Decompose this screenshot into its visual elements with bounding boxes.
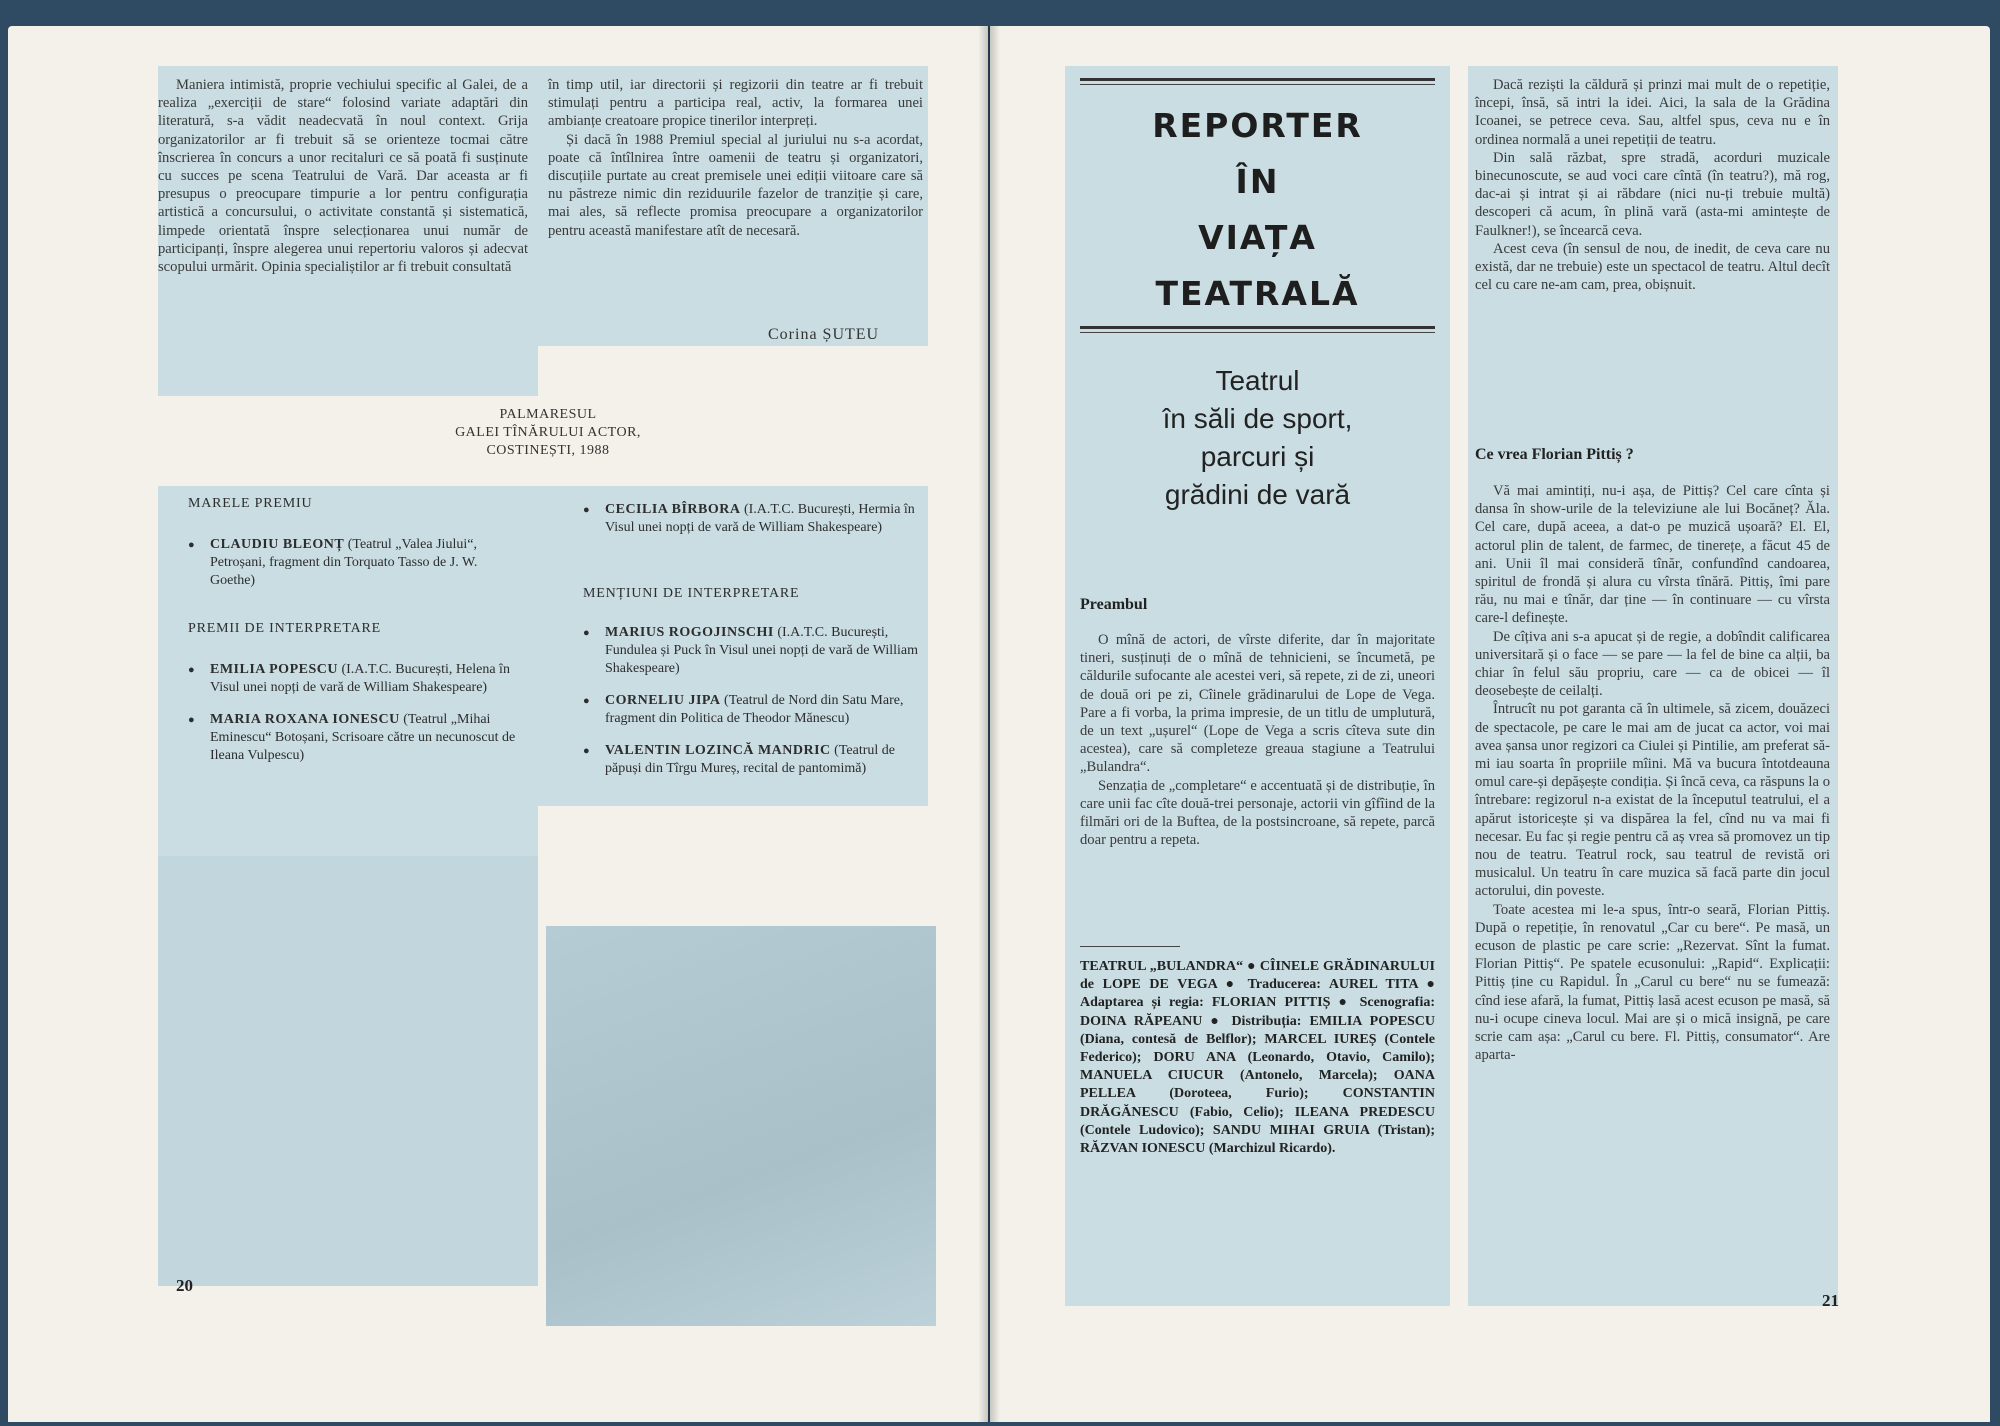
list-item: ● CECILIA BÎRBORA (I.A.T.C. București, Hermia în Visul unei nopți de vară de William Shakespeare) — [583, 501, 928, 537]
article-paragraph: Vă mai amintiți, nu-i așa, de Pittiș? Cel care cînta și dansa în show-urile de la televiziune ale lui Bocăneț? Ăla. Cel care, după aceea, a dat-o pe muzică ușoară? El. El, actorul plin de talent, de farmec, de tinerețe, a făcut 45 de ani. Unii îl mai consideră tînăr, confundînd candoarea, spiritul de frondă și alura cu vîrsta tînără. Pittiș, îmi pare rău, nu mai e tînăr, dar ține — în continuare — cu vîrsta care-l definește. — [1475, 483, 1830, 627]
palmares-header — [388, 406, 708, 460]
page-number-right: 21 — [1822, 1291, 1839, 1310]
list-item: ● EMILIA POPESCU (I.A.T.C. București, Helena în Visul unei nopți de vară de William Shakespeare) — [188, 661, 518, 697]
photo-left — [158, 856, 538, 1286]
list-item: ● CLAUDIU BLEONȚ (Teatrul „Valea Jiului“, Petroșani, fragment din Torquato Tasso de J. W. Goethe) — [188, 536, 518, 590]
section-title-line: VIAȚA — [1198, 218, 1317, 257]
preambul-heading: Preambul — [1080, 596, 1148, 613]
preambul-text — [1080, 631, 1435, 849]
article-paragraph: Și dacă în 1988 Premiul special al juriului nu s-a acordat, poate că întîlnirea între oamenii de teatru și organizatori, discuțiile purtate au creat premisele unei ediții viitoare care să nu păstreze nimic din reziduurile fazelor de tranziție și care, mai ales, să reflecte promisa preocupare a organizatorilor pentru această manifestare atît de necesară. — [548, 131, 923, 239]
premii-list-left — [188, 661, 518, 779]
premii-heading: PREMII DE INTERPRETARE — [188, 621, 382, 636]
col3-subheading: Ce vrea Florian Pittiș ? — [1475, 446, 1634, 463]
title-rule-top-thin — [1080, 84, 1435, 85]
article-col-1 — [158, 76, 528, 276]
article-title-line: grădini de vară — [1164, 479, 1351, 510]
article-paragraph: De cîțiva ani s-a apucat și de regie, a dobîndit calificarea universitară și o face — se pare — la fel de bine ca alții, ba chiar în felul său propriu, care — ca de obicei — îl deosebește de ceilalți. — [1475, 628, 1830, 700]
list-item: ● MARIA ROXANA IONESCU (Teatrul „Mihai Eminescu“ Botoșani, Scrisoare către un necunoscut de Ileana Vulpescu) — [188, 711, 518, 765]
article-paragraph: în timp util, iar directorii și regizorii din teatre ar fi trebuit stimulați pentru a participa real, activ, la formarea unei ambianțe creatoare propice tinerilor interpreți. — [548, 77, 923, 130]
marele-premiu-heading: MARELE PREMIU — [188, 496, 313, 511]
article-paragraph: Senzația de „completare“ e accentuată și de distribuție, în care unii fac cîte două-trei personaje, actorii vin gîfîind de la filmări ori de la Buftea, de la postsincroane, să repete, parcă doar pentru a repeta. — [1080, 777, 1435, 849]
article-paragraph: Toate acestea mi le-a spus, într-o seară, Florian Pittiș. După o repetiție, în renovatul „Car cu bere“. Pe masă, un ecuson de plastic pe care scrie: „Rezervat. Sînt la fumat. Florian Pittiș“. Pe spatele ecusonului: „Rapid“. Explicații: Pittiș ține cu Rapidul. În „Carul cu bere“ nu se fumează: cînd iese afară, la fumat, Pittiș lasă acest ecuson pe masă, să nu-i ocupe cineva locul. Mai are și o mică insignă, pe care scrie cam așa: „Carul cu bere. Fl. Pittiș, consumator“. Are aparta- — [1475, 901, 1830, 1064]
mentiuni-list — [583, 624, 928, 792]
section-title-line: REPORTER — [1152, 106, 1363, 145]
photo-right — [546, 926, 936, 1326]
article-title — [1080, 362, 1435, 514]
title-rule-top — [1080, 78, 1435, 81]
list-item: ● VALENTIN LOZINCĂ MANDRIC (Teatrul de păpuși din Tîrgu Mureș, recital de pantomimă) — [583, 742, 928, 778]
mentiuni-heading: MENȚIUNI DE INTERPRETARE — [583, 586, 800, 601]
premii-list-right — [583, 501, 928, 551]
article-paragraph: O mînă de actori, de vîrste diferite, dar în majoritate tineri, susținuți de o mînă de tehnicieni, se încumetă, pe căldurile sufocante ale acestei veri, să repete, zi de zi, uneori de două ori pe zi, Cîinele grădinarului de Lope de Vega. Pare a fi vorba, la prima impresie, de un titlu de umplutură, de un text „ușurel“ (Lope de Vega a scris cîteva sute din acestea), care să completeze greaua stagiune a Teatrului „Bulandra“. — [1080, 632, 1435, 776]
article-col-2 — [548, 76, 923, 240]
section-title — [1080, 98, 1435, 322]
article-paragraph: Dacă reziști la căldură și prinzi mai mult de o repetiție, începi, însă, să intri la idei. Aici, la sala de la Grădina Icoanei, se petrece ceva. Sau, altfel spus, ceva nu e în ordinea normală a unei repetiții de teatru. — [1475, 77, 1830, 148]
article-col-3-cont — [1475, 482, 1830, 1065]
author-signature: Corina ȘUTEU — [768, 326, 880, 343]
palmares-line-3: COSTINEȘTI, 1988 — [486, 443, 610, 458]
page-number-left: 20 — [176, 1276, 193, 1295]
section-title-line: TEATRALĂ — [1155, 274, 1360, 313]
list-item: ● CORNELIU JIPA (Teatrul de Nord din Satu Mare, fragment din Politica de Theodor Mănescu) — [583, 692, 928, 728]
credits-rule — [1080, 946, 1180, 947]
title-rule-bottom-thin — [1080, 332, 1435, 333]
palmares-line-2: GALEI TÎNĂRULUI ACTOR, — [455, 425, 641, 440]
marele-premiu-list — [188, 536, 518, 604]
article-paragraph: Întrucît nu pot garanta că în ultimele, să zicem, douăzeci de spectacole, pe care le mai am de jucat ca actor, voi mai avea șansa unor regizori ca Ciulei și Pintilie, am preferat să-mi iau soarta în propriile mîini. Mă va bucura întotdeauna omul care-și depășește condiția. Și încă ceva, ca răspuns la o întrebare: regizorul n-a existat de la începutul teatrului, el a apărut istoricește și va dispărea la fel, cînd nu va mai fi necesar. Eu fac și regie pentru că aș vrea să promovez un tip nou de teatru. Teatrul rock, sau teatrul de revistă ori musicalul. Un teatru în care muzica să facă parte din jocul actorului, din poveste. — [1475, 701, 1830, 900]
title-rule-bottom — [1080, 326, 1435, 329]
left-page — [8, 26, 988, 1422]
book-gutter — [978, 26, 1000, 1422]
article-paragraph: Din sală răzbat, spre stradă, acorduri muzicale binecunoscute, se aud voci care cîntă (în teatru?), mă rog, dac-ai și intrat și ai răbdare (nici nu-ți trebuie multă) descoperi că acum, în plină vară (asta-mi amintește de Faulkner!), se încearcă ceva. — [1475, 149, 1830, 239]
article-paragraph: Acest ceva (în sensul de nou, de inedit, de ceva care nu există, dar ne trebuie) este un spectacol de teatru. Altul decît cel cu care ne-am cam, prea, obișnuit. — [1475, 240, 1830, 294]
palmares-line-1: PALMARESUL — [499, 407, 597, 422]
article-col-3 — [1475, 76, 1830, 294]
right-page — [990, 26, 1990, 1422]
article-paragraph: Maniera intimistă, proprie vechiului specific al Galei, de a realiza „exerciții de stare“ folosind variate adaptări din literatură, s-a vădit neadecvată în noul context. Grija organizatorilor ar fi trebuit să se orienteze tocmai către înscrierea în concurs a unor recitaluri ce să poată fi susținute cu succes pe scena Teatrului de Vară. Dar aceasta ar fi presupus o preocupare timpurie a lor pentru configurația artistică a concursului, o activitate constantă și sistematică, limpede orientată înspre selecționarea unui număr de participanți, înspre alegerea unui repertoriu valoros și adecvat scopului urmărit. Opinia specialiștilor ar fi trebuit consultată — [158, 77, 528, 276]
article-title-line: parcuri și — [1200, 441, 1315, 472]
production-credits: TEATRUL „BULANDRA“ ● CÎINELE GRĂDINARULUI de LOPE DE VEGA ● Traducerea: AUREL TITA ● Adaptarea și regia: FLORIAN PITTIȘ ● Scenografia: DOINA RĂPEANU ● Distribuția: EMILIA POPESCU (Diana, contesă de Belflor); MARCEL IUREȘ (Contele Federico); DORU ANA (Leonardo, Otavio, Camilo); MANUELA CIUCUR (Antonelo, Marcela); OANA PELLEA (Doroteea, Furio); CONSTANTIN DRĂGĂNESCU (Fabio, Celio); ILEANA PREDESCU (Contele Ludovico); SANDU MIHAI GRUIA (Tristan); RĂZVAN IONESCU (Marchizul Ricardo). — [1080, 959, 1435, 1157]
section-title-line: ÎN — [1235, 162, 1280, 201]
list-item: ● MARIUS ROGOJINSCHI (I.A.T.C. București, Fundulea și Puck în Visul unei nopți de vară de William Shakespeare) — [583, 624, 928, 678]
article-title-line: Teatrul — [1215, 365, 1300, 396]
article-title-line: în săli de sport, — [1162, 403, 1353, 434]
